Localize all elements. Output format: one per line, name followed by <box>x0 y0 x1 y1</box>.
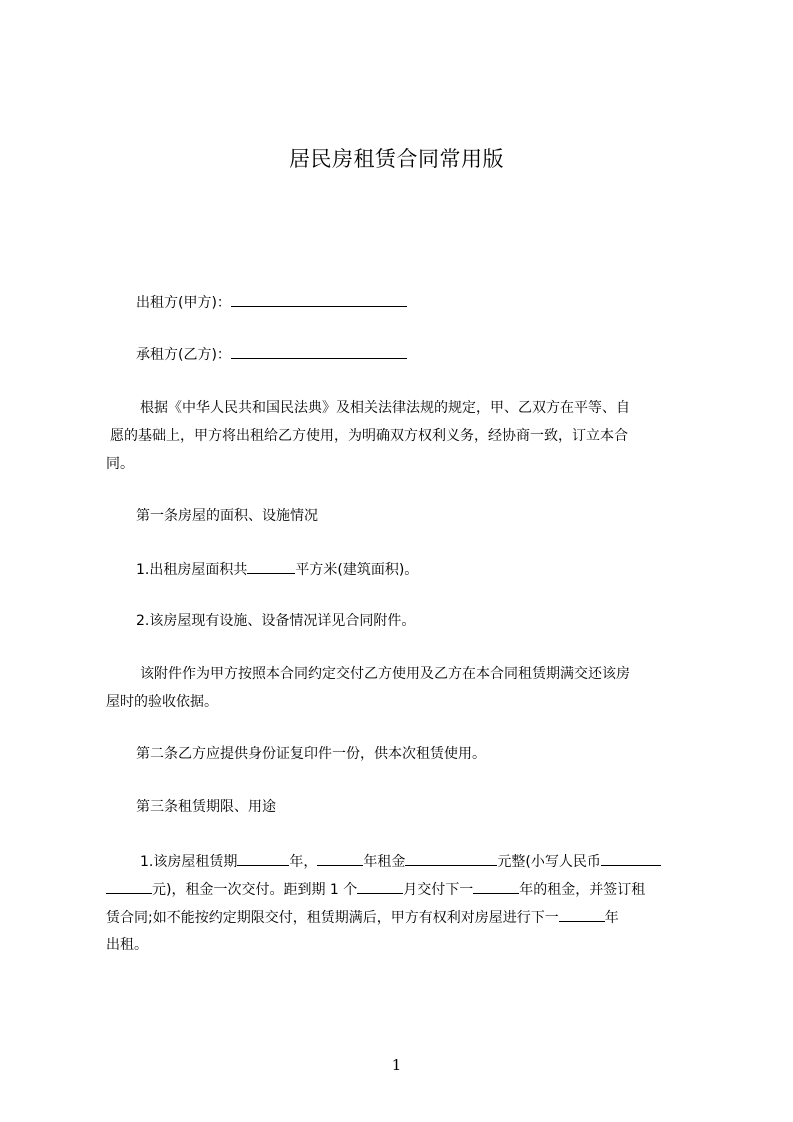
lease-term-blank[interactable] <box>237 851 289 866</box>
preamble-line-2: 愿的基础上，甲方将出租给乙方使用，为明确双方权利义务，经协商一致，订立本合 <box>110 428 628 444</box>
year-unit: 年 <box>604 910 619 926</box>
lease-term-unit: 年， <box>289 854 318 870</box>
rent-year-blank[interactable] <box>317 851 363 866</box>
lease-term-label: 1.该房屋租赁期 <box>140 854 238 870</box>
article-3-heading: 第三条租赁期限、用途 <box>136 799 276 815</box>
annual-rent-label: 年租金 <box>363 854 406 870</box>
article-2-heading: 第二条乙方应提供身份证复印件一份，供本次租赁使用。 <box>136 746 486 762</box>
article-3-line-2 <box>106 879 645 900</box>
area-blank[interactable] <box>247 559 295 574</box>
preamble-line-3: 同。 <box>106 456 134 472</box>
article-3-line-1 <box>140 851 661 872</box>
page-number: 1 <box>391 1056 402 1074</box>
attachment-note-line-2: 屋时的验收依据。 <box>106 694 218 710</box>
area-label: 1.出租房屋面积共 <box>136 562 248 578</box>
default-terms-text: 赁合同;如不能按约定期限交付，租赁期满后，甲方有权利对房屋进行下一 <box>106 910 559 926</box>
rent-lowercase-label: 元整(小写人民币 <box>497 854 601 870</box>
lessee-label: 承租方(乙方)： <box>136 347 231 363</box>
document-title: 居民房租赁合同常用版 <box>289 147 504 171</box>
article-1-item-2: 2.该房屋现有设施、设备情况详见合同附件。 <box>136 613 416 629</box>
annual-rent-blank[interactable] <box>405 851 497 866</box>
article-3-line-3 <box>106 907 619 928</box>
next-period-label: 月交付下一 <box>403 882 474 898</box>
notice-month-blank[interactable] <box>357 879 403 894</box>
next-year-blank[interactable] <box>473 879 519 894</box>
rent-lowercase-blank-cont[interactable] <box>106 879 152 894</box>
article-1-item-1 <box>136 559 418 580</box>
next-lease-year-blank[interactable] <box>559 907 605 922</box>
payment-terms-text: 元)，租金一次交付。距到期 1 个 <box>152 882 358 898</box>
area-unit: 平方米(建筑面积)。 <box>295 562 419 578</box>
article-1-heading: 第一条房屋的面积、设施情况 <box>136 508 318 524</box>
lessor-label: 出租方(甲方)： <box>136 295 231 311</box>
rent-lowercase-blank[interactable] <box>601 851 661 866</box>
article-3-line-4: 出租。 <box>106 937 148 953</box>
preamble-line-1: 根据《中华人民共和国民法典》及相关法律法规的规定，甲、乙双方在平等、自 <box>140 400 630 416</box>
renewal-text: 年的租金，并签订租 <box>519 882 646 898</box>
attachment-note-line-1: 该附件作为甲方按照本合同约定交付乙方使用及乙方在本合同租赁期满交还该房 <box>140 666 630 682</box>
